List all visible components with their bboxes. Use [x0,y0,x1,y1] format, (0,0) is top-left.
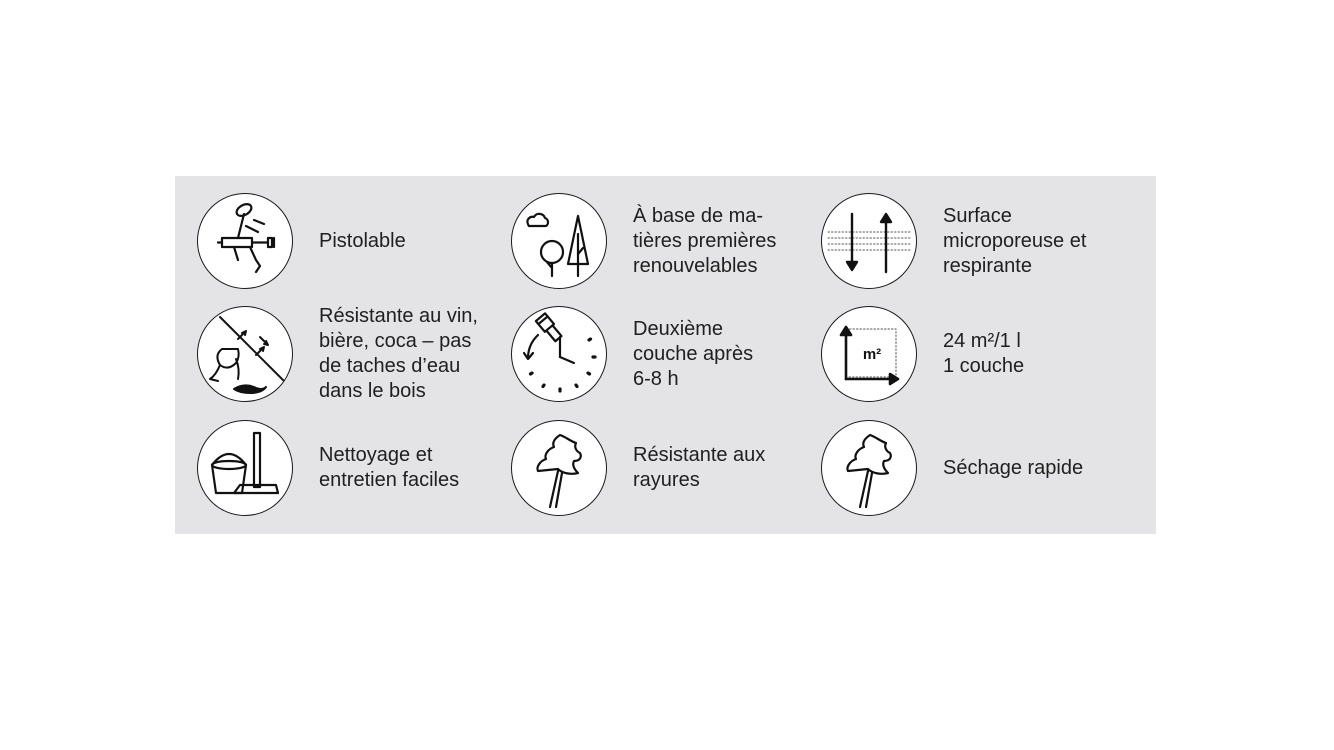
feature-scratch-resistant [511,420,831,520]
feature-fast-drying [821,420,1141,520]
feature-label: Résistante aux rayures [633,444,766,491]
feature-label: 24 m²/1 l 1 couche [943,330,1025,377]
feature-breathable [821,193,1141,293]
feature-label: À base de ma- tières premières renouvelables [633,204,777,277]
feature-easy-cleaning [197,420,517,520]
trees-icon [511,193,607,289]
feature-label: Pistolable [319,229,406,252]
feature-label: Séchage rapide [943,456,1084,479]
feature-label: Deuxième couche après 6-8 h [633,317,754,390]
feature-label: Nettoyage et entretien faciles [319,444,460,491]
wine-stain-resistance-icon [197,306,293,402]
clock-brush-icon [511,306,607,402]
feature-second-coat [511,306,831,406]
feature-sprayable [197,193,517,293]
coverage-badge-text: m² [862,346,882,363]
feature-label: Résistante au vin, bière, coca – pas de taches d’eau dans le bois [319,305,478,402]
feature-coverage [821,306,1141,406]
feature-label: Surface microporeuse et respirante [943,204,1087,277]
coverage-area-icon [821,306,917,402]
spray-gun-icon [197,193,293,289]
features-panel [175,176,1156,534]
bucket-mop-icon [197,420,293,516]
feature-renewable [511,193,831,293]
scratch-resistant-icon [511,420,607,516]
feature-stain-resistant [197,306,517,406]
breathable-surface-icon [821,193,917,289]
fast-drying-icon [821,420,917,516]
